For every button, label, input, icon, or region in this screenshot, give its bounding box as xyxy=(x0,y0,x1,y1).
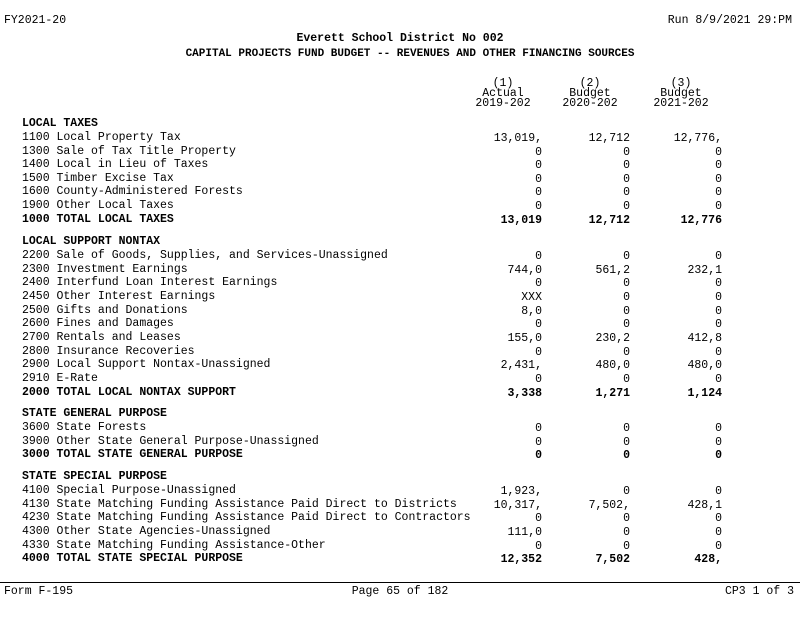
total-label: 4000 TOTAL STATE SPECIAL PURPOSE xyxy=(22,552,243,565)
form-number: Form F-195 xyxy=(4,585,74,598)
row-value-budget: 0 xyxy=(715,318,722,331)
row-value-budget: 0 xyxy=(715,146,722,159)
total-value-budget-prior: 1,271 xyxy=(595,387,630,400)
row-value-budget-prior: 0 xyxy=(623,318,630,331)
row-value-budget-prior: 0 xyxy=(623,512,630,525)
total-value-budget-prior: 12,712 xyxy=(588,214,630,227)
row-label: 4100 Special Purpose-Unassigned xyxy=(22,484,236,497)
total-label: 3000 TOTAL STATE GENERAL PURPOSE xyxy=(22,448,243,461)
row-value-actual: 0 xyxy=(535,277,542,290)
row-label: 1600 County-Administered Forests xyxy=(22,185,243,198)
fiscal-year-label: FY2021-20 xyxy=(4,14,67,27)
row-label: 2900 Local Support Nontax-Unassigned xyxy=(22,358,271,371)
total-value-budget: 1,124 xyxy=(687,387,722,400)
row-value-budget-prior: 0 xyxy=(623,540,630,553)
row-value-budget-prior: 230,2 xyxy=(595,332,630,345)
row-value-budget: 0 xyxy=(715,346,722,359)
row-value-budget: 0 xyxy=(715,485,722,498)
col2-label: Budget xyxy=(569,87,611,100)
row-value-budget: 0 xyxy=(715,373,722,386)
footer-divider xyxy=(0,582,800,583)
row-label: 2700 Rentals and Leases xyxy=(22,331,181,344)
row-value-actual: 0 xyxy=(535,436,542,449)
row-label: 1400 Local in Lieu of Taxes xyxy=(22,158,209,171)
row-value-budget-prior: 0 xyxy=(623,373,630,386)
col1-year: 2019-202 xyxy=(475,97,531,110)
row-value-actual: 8,0 xyxy=(521,305,542,318)
row-value-budget-prior: 0 xyxy=(623,277,630,290)
row-value-actual: 0 xyxy=(535,540,542,553)
row-value-budget-prior: 0 xyxy=(623,485,630,498)
row-value-budget-prior: 0 xyxy=(623,305,630,318)
row-value-actual: 0 xyxy=(535,346,542,359)
row-value-actual: 744,0 xyxy=(507,264,542,277)
row-value-budget: 232,1 xyxy=(687,264,722,277)
total-value-budget-prior: 0 xyxy=(623,449,630,462)
row-value-budget-prior: 561,2 xyxy=(595,264,630,277)
row-value-budget-prior: 0 xyxy=(623,186,630,199)
col1-number: (1) xyxy=(492,77,514,90)
run-timestamp: Run 8/9/2021 29:PM xyxy=(667,14,792,27)
total-label: 1000 TOTAL LOCAL TAXES xyxy=(22,213,174,226)
total-value-actual: 13,019 xyxy=(500,214,542,227)
col2-number: (2) xyxy=(579,77,601,90)
row-value-budget: 0 xyxy=(715,305,722,318)
row-value-budget: 12,776, xyxy=(673,132,722,145)
row-label: 2450 Other Interest Earnings xyxy=(22,290,216,303)
row-value-budget: 428,1 xyxy=(687,499,722,512)
row-value-budget-prior: 12,712 xyxy=(588,132,630,145)
total-label: 2000 TOTAL LOCAL NONTAX SUPPORT xyxy=(22,386,236,399)
row-value-budget-prior: 7,502, xyxy=(588,499,630,512)
section-title: STATE GENERAL PURPOSE xyxy=(22,407,167,420)
row-value-budget-prior: 0 xyxy=(623,436,630,449)
row-value-budget: 0 xyxy=(715,291,722,304)
row-value-actual: XXX xyxy=(521,291,542,304)
row-value-budget-prior: 480,0 xyxy=(595,359,630,372)
col3-label: Budget xyxy=(660,87,702,100)
row-value-actual: 0 xyxy=(535,373,542,386)
row-value-budget-prior: 0 xyxy=(623,146,630,159)
section-title: LOCAL SUPPORT NONTAX xyxy=(22,235,161,248)
row-value-actual: 0 xyxy=(535,173,542,186)
row-value-budget: 0 xyxy=(715,159,722,172)
row-label: 3900 Other State General Purpose-Unassigned xyxy=(22,435,319,448)
row-value-actual: 2,431, xyxy=(500,359,542,372)
row-value-budget: 0 xyxy=(715,277,722,290)
total-value-actual: 0 xyxy=(535,449,542,462)
section-title: LOCAL TAXES xyxy=(22,117,98,130)
row-value-budget: 0 xyxy=(715,436,722,449)
col1-label: Actual xyxy=(482,87,524,100)
row-value-budget: 0 xyxy=(715,512,722,525)
row-value-budget-prior: 0 xyxy=(623,250,630,263)
row-value-budget: 480,0 xyxy=(687,359,722,372)
row-value-budget: 0 xyxy=(715,540,722,553)
district-title: Everett School District No 002 xyxy=(296,32,504,45)
row-value-actual: 10,317, xyxy=(493,499,542,512)
row-value-actual: 0 xyxy=(535,159,542,172)
row-value-actual: 0 xyxy=(535,318,542,331)
total-value-actual: 12,352 xyxy=(500,553,542,566)
row-value-budget-prior: 0 xyxy=(623,422,630,435)
row-value-budget: 0 xyxy=(715,186,722,199)
row-value-budget: 0 xyxy=(715,250,722,263)
row-value-actual: 111,0 xyxy=(507,526,542,539)
total-value-budget: 428, xyxy=(694,553,722,566)
section-title: STATE SPECIAL PURPOSE xyxy=(22,470,167,483)
total-value-budget: 0 xyxy=(715,449,722,462)
row-value-budget-prior: 0 xyxy=(623,291,630,304)
col3-year: 2021-202 xyxy=(653,97,709,110)
row-label: 2910 E-Rate xyxy=(22,372,98,385)
total-value-budget: 12,776 xyxy=(680,214,722,227)
row-label: 2600 Fines and Damages xyxy=(22,317,174,330)
row-value-actual: 0 xyxy=(535,146,542,159)
row-label: 3600 State Forests xyxy=(22,421,147,434)
row-value-actual: 0 xyxy=(535,200,542,213)
report-subtitle: CAPITAL PROJECTS FUND BUDGET -- REVENUES AND OTHER FINANCING SOURCES xyxy=(185,48,635,60)
total-value-actual: 3,338 xyxy=(507,387,542,400)
row-label: 2500 Gifts and Donations xyxy=(22,304,188,317)
row-label: 1100 Local Property Tax xyxy=(22,131,181,144)
row-label: 1300 Sale of Tax Title Property xyxy=(22,145,236,158)
row-value-budget-prior: 0 xyxy=(623,173,630,186)
row-value-actual: 1,923, xyxy=(500,485,542,498)
row-value-actual: 13,019, xyxy=(493,132,542,145)
form-code: CP3 1 of 3 xyxy=(724,585,794,598)
row-label: 2200 Sale of Goods, Supplies, and Services-Unassigned xyxy=(22,249,388,262)
row-label: 1900 Other Local Taxes xyxy=(22,199,174,212)
page-number: Page 65 of 182 xyxy=(351,585,449,598)
row-value-budget: 0 xyxy=(715,526,722,539)
row-value-budget: 412,8 xyxy=(687,332,722,345)
row-value-budget-prior: 0 xyxy=(623,526,630,539)
row-label: 4130 State Matching Funding Assistance Paid Direct to Districts xyxy=(22,498,457,511)
row-value-budget-prior: 0 xyxy=(623,346,630,359)
row-value-actual: 0 xyxy=(535,422,542,435)
row-label: 1500 Timber Excise Tax xyxy=(22,172,174,185)
row-value-budget-prior: 0 xyxy=(623,200,630,213)
row-label: 2400 Interfund Loan Interest Earnings xyxy=(22,276,278,289)
row-label: 2300 Investment Earnings xyxy=(22,263,188,276)
row-value-budget: 0 xyxy=(715,422,722,435)
row-label: 4230 State Matching Funding Assistance Paid Direct to Contractors xyxy=(22,511,471,524)
row-value-budget-prior: 0 xyxy=(623,159,630,172)
row-label: 4330 State Matching Funding Assistance-Other xyxy=(22,539,326,552)
row-label: 2800 Insurance Recoveries xyxy=(22,345,195,358)
row-label: 4300 Other State Agencies-Unassigned xyxy=(22,525,271,538)
row-value-actual: 0 xyxy=(535,512,542,525)
row-value-budget: 0 xyxy=(715,173,722,186)
row-value-actual: 0 xyxy=(535,250,542,263)
row-value-actual: 155,0 xyxy=(507,332,542,345)
col3-number: (3) xyxy=(670,77,692,90)
total-value-budget-prior: 7,502 xyxy=(595,553,630,566)
row-value-budget: 0 xyxy=(715,200,722,213)
col2-year: 2020-202 xyxy=(562,97,618,110)
row-value-actual: 0 xyxy=(535,186,542,199)
